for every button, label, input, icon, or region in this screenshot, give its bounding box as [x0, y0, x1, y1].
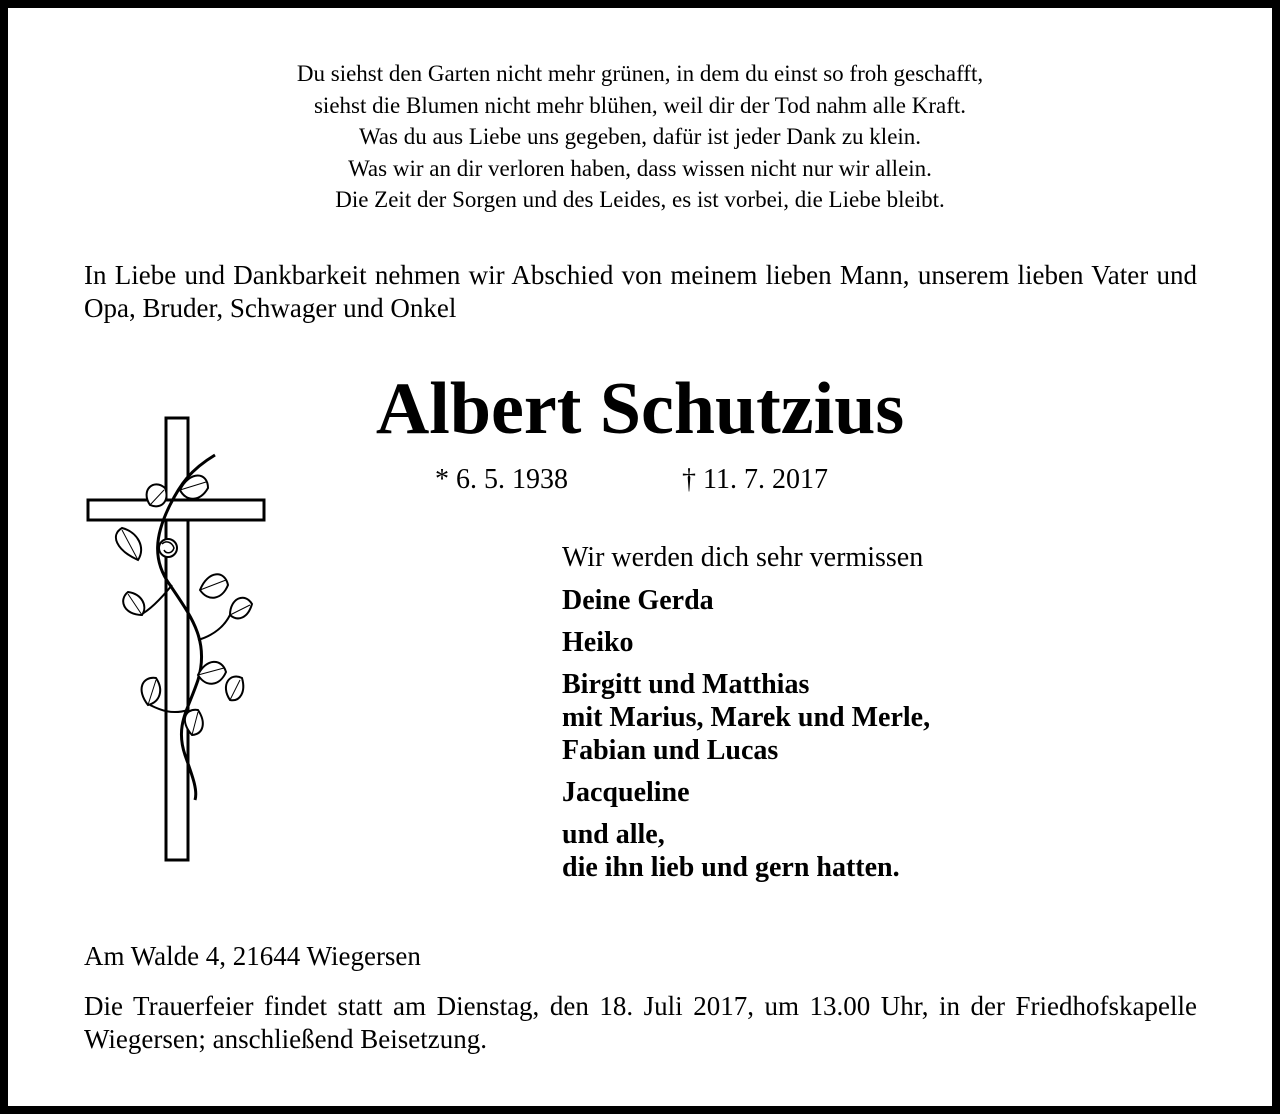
mourner-line: Heiko: [562, 627, 634, 658]
mourner-line: und alle,: [562, 819, 665, 850]
deceased-name: Albert Schutzius: [375, 368, 905, 450]
poem-line: Was du aus Liebe uns gegeben, dafür ist jeder Dank zu klein.: [358, 124, 922, 149]
mourners-block: [562, 541, 930, 884]
ceremony-info: Die Trauerfeier findet statt am Dienstag, den 18. Juli 2017, um 13.00 Uhr, in der Friedhofskapelle Wiegersen; anschließend Beisetzung.: [84, 991, 1197, 1054]
intro-text: In Liebe und Dankbarkeit nehmen wir Abschied von meinem lieben Mann, unserem lieben Vater und Opa, Bruder, Schwager und Onkel: [84, 260, 1197, 323]
poem-line: Die Zeit der Sorgen und des Leides, es ist vorbei, die Liebe bleibt.: [335, 187, 945, 212]
death-date: † 11. 7. 2017: [682, 464, 828, 495]
mourner-line: Jacqueline: [562, 777, 690, 808]
mourner-line: Birgitt und Matthias: [562, 669, 810, 700]
poem-line: Du siehst den Garten nicht mehr grünen, in dem du einst so froh geschafft,: [296, 61, 984, 86]
birth-date: * 6. 5. 1938: [435, 464, 568, 495]
poem: [0, 58, 1280, 216]
poem-line: siehst die Blumen nicht mehr blühen, weil dir der Tod nahm alle Kraft.: [313, 92, 967, 118]
cross-with-rose-icon: [80, 410, 280, 870]
mourner-line: die ihn lieb und gern hatten.: [562, 852, 900, 883]
mourner-line: Deine Gerda: [562, 585, 714, 616]
mourners-intro: Wir werden dich sehr vermissen: [562, 542, 924, 573]
mourner-line: mit Marius, Marek und Merle,: [562, 702, 931, 733]
address: Am Walde 4, 21644 Wiegersen: [84, 941, 421, 971]
poem-line: Was wir an dir verloren haben, dass wissen nicht nur wir allein.: [348, 155, 932, 181]
mourner-line: Fabian und Lucas: [562, 735, 779, 766]
